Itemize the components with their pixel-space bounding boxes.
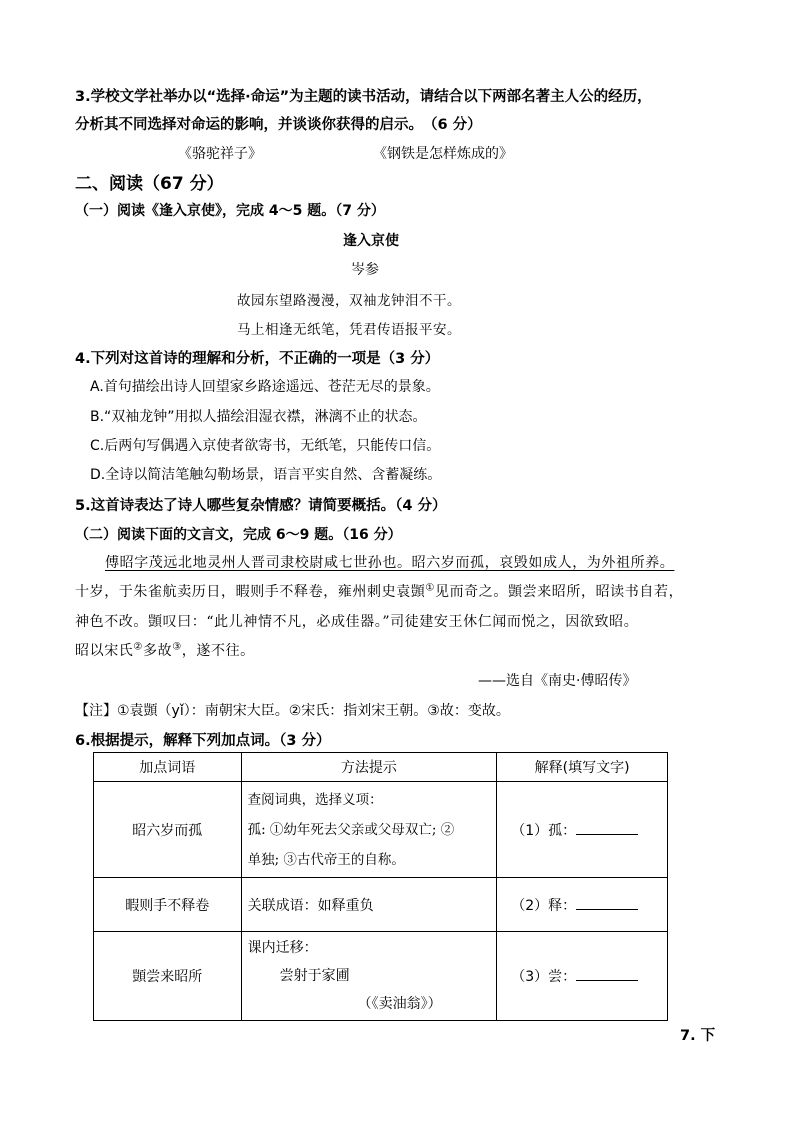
note-mark-1: ① — [425, 582, 435, 594]
table-header-hint: 方法提示 — [241, 753, 497, 782]
q4-option-a: A.首句描绘出诗人回望家乡路途遥远、苍茫无尽的景象。 — [90, 379, 440, 395]
note-mark-2: ② — [133, 641, 143, 653]
row2-word: 暇则手不释卷 — [94, 878, 242, 932]
row1-hint-line2: 孤: ①幼年死去父亲或父母双亡; ② — [247, 821, 455, 838]
note-mark-3: ③ — [172, 641, 182, 653]
passage-line-4c: ，遂不往。 — [181, 643, 255, 659]
row1-word: 昭六岁而孤 — [94, 782, 242, 878]
part1-instruction: （一）阅读《逢入京使》，完成 4～5 题。（7 分） — [75, 203, 385, 219]
row2-answer-cell — [497, 878, 668, 932]
row1-answer-label: （1）孤： — [511, 822, 577, 839]
q4-option-c: C.后两句写偶遇入京使者欲寄书，无纸笔，只能传口信。 — [90, 438, 441, 454]
q3-book2: 《钢铁是怎样炼成的》 — [373, 146, 513, 162]
row1-hint-line1: 查阅词典，选择义项： — [247, 791, 383, 808]
passage-line-2 — [75, 581, 683, 601]
section-title: 二、阅读（67 分） — [75, 174, 224, 194]
passage-line-1 — [105, 552, 674, 572]
row3-answer-blank[interactable] — [576, 966, 638, 981]
row3-hint — [241, 932, 497, 1021]
q3-line1: 3.学校文学社举办以“选择·命运”为主题的读书活动，请结合以下两部名著主人公的经历， — [75, 89, 652, 105]
passage-line-4a: 昭以宋氏 — [75, 643, 134, 659]
passage-line-1-text: 傅昭字茂远北地灵州人晋司隶校尉咸七世孙也。昭六岁而孤，哀毁如成人，为外祖所养。 — [105, 555, 675, 571]
row3-answer-label: （3）尝： — [511, 969, 577, 985]
q4-option-d: D.全诗以简洁笔触勾勒场景，语言平实自然、含蓄凝练。 — [90, 467, 442, 483]
poem-author: 岑参 — [351, 262, 379, 278]
row1-hint — [241, 782, 497, 878]
poem-line-2: 马上相逢无纸笔，凭君传语报平安。 — [237, 322, 461, 338]
row3-hint-line2: 尝射于家圃 — [279, 968, 350, 984]
part2-instruction: （二）阅读下面的文言文，完成 6～9 题。（16 分） — [75, 527, 402, 543]
table-row — [94, 782, 668, 878]
q6-table — [93, 752, 668, 1021]
table-row — [94, 878, 668, 932]
q6-stem: 6.根据提示，解释下列加点词。（3 分） — [75, 733, 331, 749]
poem-title: 逢入京使 — [343, 233, 399, 249]
q3-book1: 《骆驼祥子》 — [178, 146, 262, 162]
row1-hint-line3: 单独; ③古代帝王的自称。 — [247, 851, 405, 868]
passage-line-2b: 见而奇之。顗尝来昭所，昭读书自若， — [434, 584, 684, 600]
passage-line-4b: 多故 — [142, 643, 173, 659]
row2-answer-blank[interactable] — [576, 895, 638, 910]
row1-answer-blank[interactable] — [576, 820, 638, 835]
q5-stem: 5.这首诗表达了诗人哪些复杂情感？请简要概括。（4 分） — [75, 498, 447, 514]
passage-line-3: 神色不改。顗叹曰：“此儿神情不凡，必成佳器。”司徒建安王休仁闻而悦之，因欲致昭。 — [75, 614, 639, 630]
q3-line2: 分析其不同选择对命运的影响，并谈谈你获得的启示。 （6 分） — [75, 117, 482, 133]
table-row — [94, 932, 668, 1021]
table-header-row — [94, 753, 668, 782]
q4-stem: 4.下列对这首诗的理解和分析，不正确的一项是（3 分） — [75, 351, 440, 367]
row2-answer-label: （2）释： — [511, 897, 577, 914]
table-header-word: 加点词语 — [94, 753, 242, 782]
passage-notes: 【注】①袁顗（yǐ）：南朝宋大臣。②宋氏：指刘宋王朝。③故：变故。 — [75, 703, 510, 719]
table-header-answer: 解释(填写文字) — [497, 753, 668, 782]
passage-line-2a: 十岁，于朱雀航卖历日，暇则手不释卷，雍州刺史袁顗 — [75, 584, 426, 600]
row3-word: 顗尝来昭所 — [94, 932, 242, 1021]
passage-line-4 — [75, 640, 255, 660]
q4-option-b: B.“双袖龙钟”用拟人描绘泪湿衣襟，淋漓不止的状态。 — [90, 409, 427, 425]
row3-hint-line1: 课内迁移： — [247, 940, 318, 956]
row3-hint-line3: （《卖油翁》） — [357, 996, 442, 1012]
q7-fragment: 7. 下 — [680, 1028, 716, 1044]
passage-source: ——选自《南史·傅昭传》 — [478, 673, 637, 689]
row3-answer-cell — [497, 932, 668, 1021]
row1-answer-cell — [497, 782, 668, 878]
poem-line-1: 故园东望路漫漫，双袖龙钟泪不干。 — [237, 293, 461, 309]
row2-hint: 关联成语：如释重负 — [241, 878, 497, 932]
